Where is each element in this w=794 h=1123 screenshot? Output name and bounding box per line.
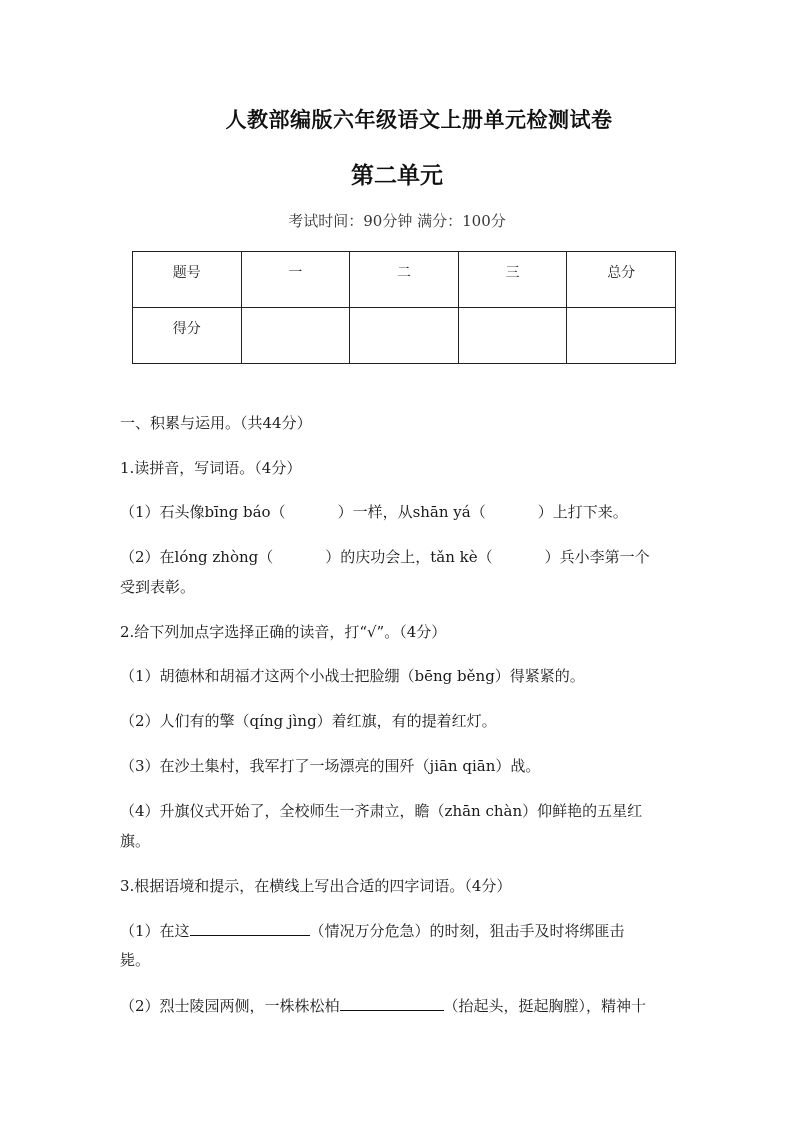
item-text: （1）石头像bīng báo（ xyxy=(120,503,286,521)
item-text: ）上打下来。 xyxy=(537,503,628,521)
question-heading: 2.给下列加点字选择正确的读音，打“√”。（4分） xyxy=(120,623,447,641)
question-item xyxy=(120,995,646,1016)
item-text: ）的庆功会上，tǎn kè（ xyxy=(325,548,493,566)
item-text: ）一样，从shān yá（ xyxy=(337,503,486,521)
question-item-continued: 受到表彰。 xyxy=(120,578,196,596)
header-cell-question-no: 题号 xyxy=(133,252,242,308)
item-text: ）兵小李第一个 xyxy=(544,548,650,566)
question-item xyxy=(120,502,628,522)
question-item-continued: 旗。 xyxy=(120,832,151,850)
score-row-label: 得分 xyxy=(133,308,242,364)
header-cell-part-2: 二 xyxy=(350,252,459,308)
section-heading: 一、积累与运用。（共44分） xyxy=(120,414,312,432)
question-heading: 1.读拼音，写词语。（4分） xyxy=(120,459,302,477)
item-text: （2）在lóng zhòng（ xyxy=(120,548,274,566)
question-heading: 3.根据语境和提示，在横线上写出合适的四字词语。（4分） xyxy=(120,877,512,895)
question-item xyxy=(120,547,650,567)
page-title: 人教部编版六年级语文上册单元检测试卷 xyxy=(225,107,613,132)
question-item: （4）升旗仪式开始了，全校师生一齐肃立，瞻（zhān chàn）仰鲜艳的五星红 xyxy=(120,802,643,820)
score-table-score-row xyxy=(133,308,676,364)
question-item: （3）在沙土集村，我军打了一场漂亮的围歼（jiān qiān）战。 xyxy=(120,757,541,775)
score-cell-part-2[interactable] xyxy=(350,308,459,364)
header-cell-part-1: 一 xyxy=(241,252,350,308)
score-cell-total[interactable] xyxy=(567,308,676,364)
header-cell-total: 总分 xyxy=(567,252,676,308)
item-text: （抬起头，挺起胸膛），精神十 xyxy=(443,997,647,1015)
question-item: （1）胡德林和胡福才这两个小战士把脸绷（bēng běng）得紧紧的。 xyxy=(120,667,585,685)
score-table-header-row xyxy=(133,252,676,308)
score-table xyxy=(132,251,676,364)
unit-subtitle: 第二单元 xyxy=(351,162,443,189)
exam-meta: 考试时间：90分钟 满分：100分 xyxy=(288,212,506,230)
score-cell-part-1[interactable] xyxy=(241,308,350,364)
item-text: （情况万分危急）的时刻，狙击手及时将绑匪击 xyxy=(309,922,625,940)
question-item: （2）人们有的擎（qíng jìng）着红旗，有的提着红灯。 xyxy=(120,712,497,730)
header-cell-part-3: 三 xyxy=(458,252,567,308)
item-text: （1）在这 xyxy=(120,922,190,940)
question-item xyxy=(120,920,625,941)
answer-underline[interactable] xyxy=(190,920,310,936)
question-item-continued: 毙。 xyxy=(120,951,151,969)
item-text: （2）烈士陵园两侧，一株株松柏 xyxy=(120,997,340,1015)
score-cell-part-3[interactable] xyxy=(458,308,567,364)
answer-underline[interactable] xyxy=(340,995,444,1011)
